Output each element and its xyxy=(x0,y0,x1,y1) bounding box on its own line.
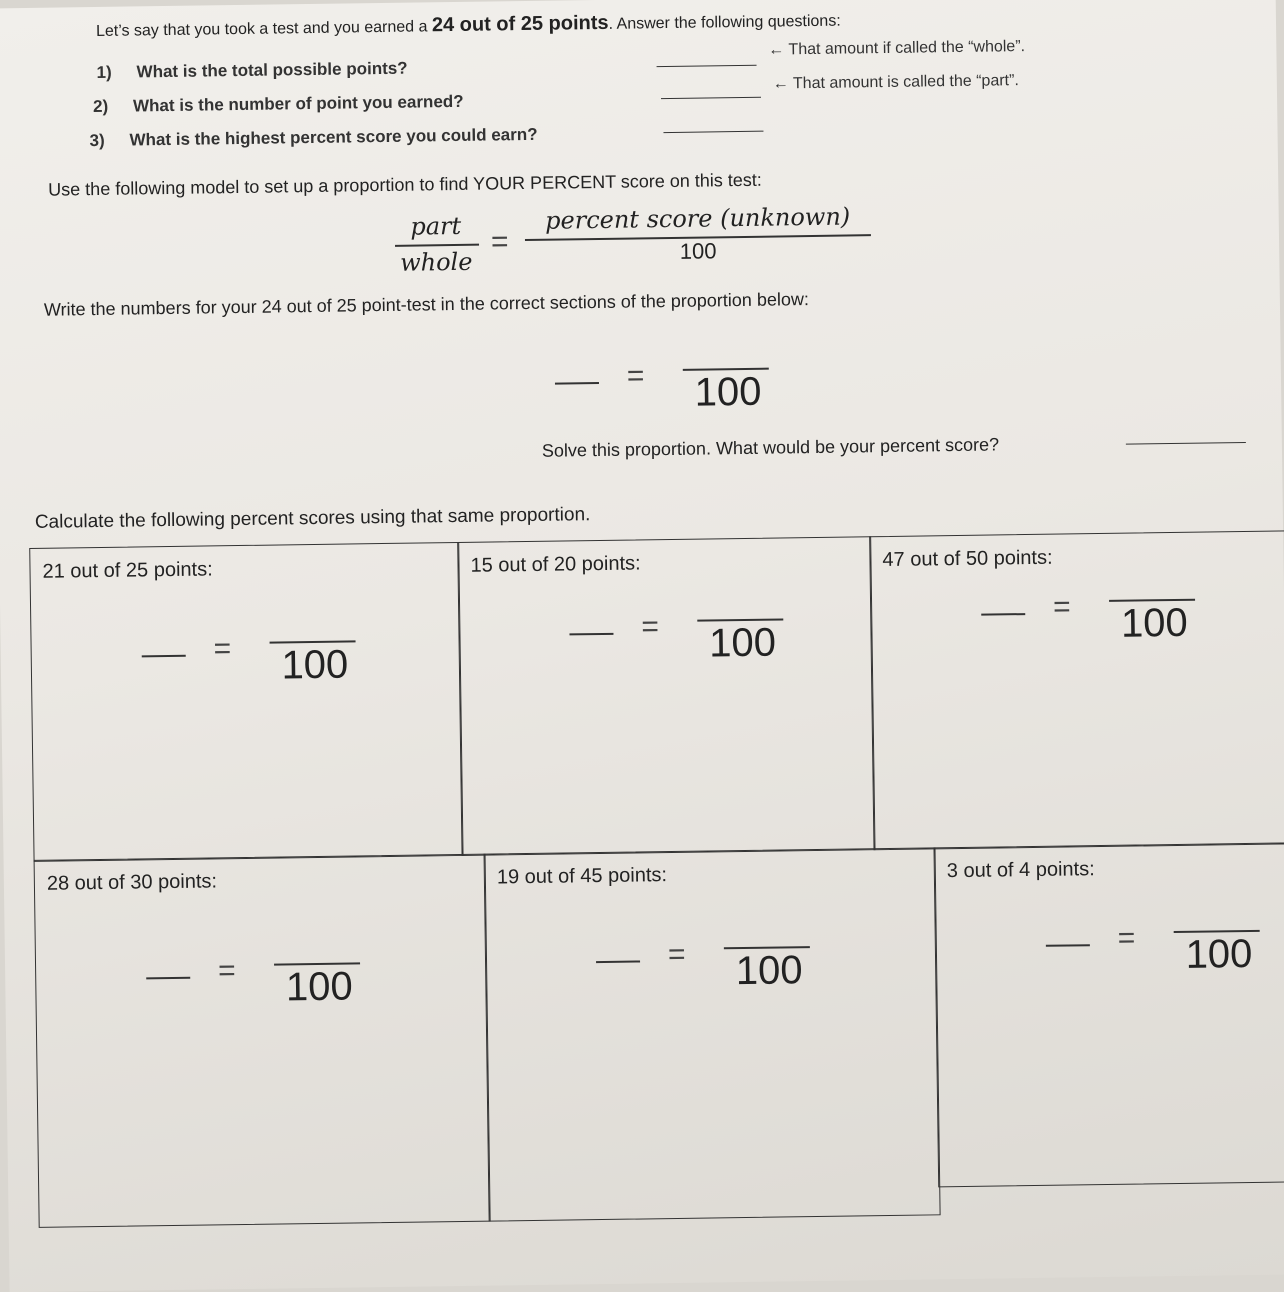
answer-blank-3[interactable] xyxy=(663,130,763,133)
numerator-blank[interactable] xyxy=(596,960,640,963)
proportion-28-of-30: = 100 xyxy=(146,952,377,1025)
part-note: ← That amount is called the “part”. xyxy=(772,72,1019,93)
whole-note: ← That amount if called the “whole”. xyxy=(768,38,1026,59)
hundred-label: 100 xyxy=(281,642,349,688)
cell-28-of-30: 28 out of 30 points: = 100 xyxy=(34,854,491,1228)
main-proportion xyxy=(555,357,786,430)
cell-19-of-45: 19 out of 45 points: = 100 xyxy=(484,847,941,1221)
percent-score-label: percent score (unknown) xyxy=(544,202,851,235)
question-1: 1) What is the total possible points? xyxy=(96,58,408,82)
hundred-label: 100 xyxy=(1185,931,1253,977)
question-2: 2) What is the number of point you earned? xyxy=(92,91,464,117)
percent-score-blank[interactable] xyxy=(1126,441,1246,445)
percent-score-grid xyxy=(29,530,1284,1228)
proportion-19-of-45: = 100 xyxy=(596,936,827,1009)
intro-text: Let’s say that you took a test and you earned a 24 out of 25 points. Answer the following questions: xyxy=(95,11,841,40)
numerator-blank[interactable] xyxy=(569,633,613,636)
whole-label: whole xyxy=(399,247,473,277)
model-instruction: Use the following model to set up a proportion to find YOUR PERCENT score on this test: xyxy=(48,169,762,200)
cell-47-of-50: 47 out of 50 points: = 100 xyxy=(869,530,1284,850)
model-equals: = xyxy=(490,225,509,259)
write-instruction: Write the numbers for your 24 out of 25 point-test in the correct sections of the proportion below: xyxy=(43,289,810,320)
solve-question: Solve this proportion. What would be your percent score? xyxy=(541,434,1000,461)
model-proportion xyxy=(391,202,872,283)
cell-15-of-20: 15 out of 20 points: = 100 xyxy=(457,536,875,856)
proportion-15-of-20: = 100 xyxy=(569,608,800,681)
model-left-bar xyxy=(395,244,479,247)
numerator-blank[interactable] xyxy=(981,613,1025,616)
hundred-label: 100 xyxy=(708,620,777,666)
main-equals: = xyxy=(626,359,645,393)
calc-title: Calculate the following percent scores using that same proportion. xyxy=(34,504,591,533)
model-hundred: 100 xyxy=(679,238,717,264)
hundred-label: 100 xyxy=(735,948,803,994)
proportion-3-of-4: = 100 xyxy=(1046,920,1277,993)
part-label: part xyxy=(410,211,462,241)
proportion-21-of-25: = 100 xyxy=(141,630,372,703)
hundred-label: 100 xyxy=(285,964,354,1010)
proportion-47-of-50: = 100 xyxy=(981,588,1212,661)
numerator-blank[interactable] xyxy=(1046,944,1090,947)
question-3: 3) What is the highest percent score you could earn? xyxy=(89,124,538,151)
numerator-blank[interactable] xyxy=(146,977,190,980)
main-numerator-blank[interactable] xyxy=(555,382,599,385)
numerator-blank[interactable] xyxy=(142,655,186,658)
main-hundred: 100 xyxy=(694,369,762,415)
answer-blank-2[interactable] xyxy=(661,96,761,99)
cell-3-of-4: 3 out of 4 points: = 100 xyxy=(933,842,1284,1187)
cell-21-of-25: 21 out of 25 points: = 100 xyxy=(29,542,463,862)
answer-blank-1[interactable] xyxy=(657,64,757,67)
hundred-label: 100 xyxy=(1120,600,1189,646)
